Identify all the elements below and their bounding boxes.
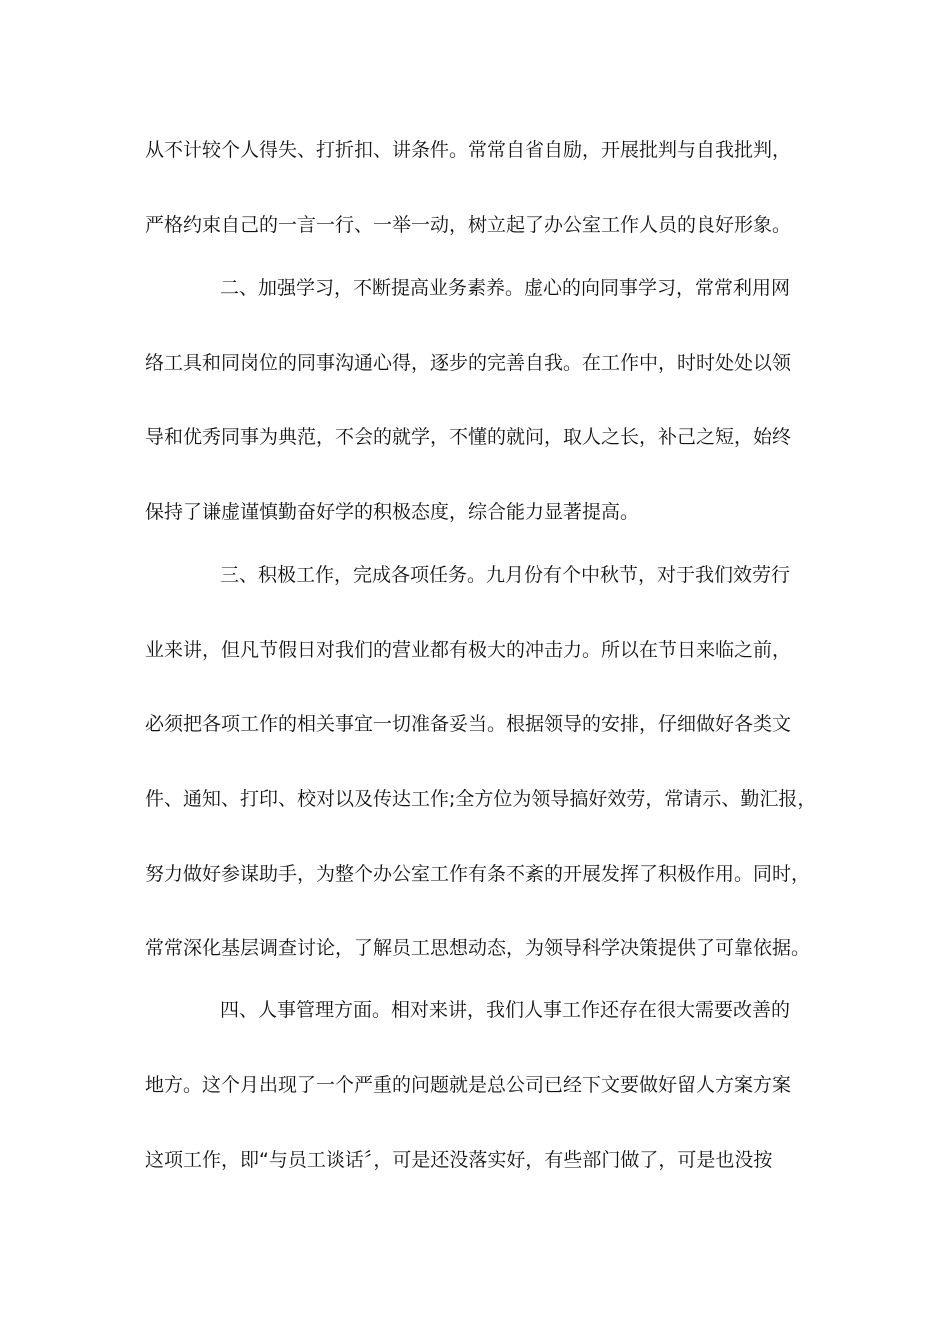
text-line-9: 必须把各项工作的相关事宜一切准备妥当。根据领导的安排，仔细做好各类文 [145,713,792,735]
text-line-6: 保持了谦虚谨慎勤奋好学的积极态度，综合能力显著提高。 [145,501,640,523]
text-line-2: 严格约束自己的一言一行、一举一动，树立起了办公室工作人员的良好形象。 [145,214,792,236]
text-line-4: 络工具和同岗位的同事沟通心得，逐步的完善自我。在工作中，时时处处以领 [145,352,792,374]
paragraph-4-start: 四、人事管理方面。相对来讲，我们人事工作还存在很大需要改善的 [220,999,791,1021]
text-line-1: 从不计较个人得失、打折扣、讲条件。常常自省自励，开展批判与自我批判， [145,139,792,161]
text-line-11: 努力做好参谋助手，为整个办公室工作有条不紊的开展发挥了积极作用。同时， [145,863,811,885]
paragraph-2-start: 二、加强学习，不断提高业务素养。虚心的向同事学习，常常利用网 [220,277,791,299]
text-line-10: 件、通知、打印、校对以及传达工作;全方位为领导搞好效劳，常请示、勤汇报， [145,788,817,810]
text-line-5: 导和优秀同事为典范，不会的就学，不懂的就问，取人之长，补己之短，始终 [145,426,792,448]
text-line-14: 地方。这个月出现了一个严重的问题就是总公司已经下文要做好留人方案方案 [145,1074,792,1096]
text-line-12: 常常深化基层调查讨论，了解员工思想动态，为领导科学决策提供了可靠依据。 [145,937,811,959]
text-line-15: 这项工作，即“与员工谈话〞，可是还没落实好，有些部门做了，可是也没按 [145,1149,773,1171]
text-line-8: 业来讲，但凡节假日对我们的营业都有极大的冲击力。所以在节日来临之前， [145,639,792,661]
paragraph-3-start: 三、积极工作，完成各项任务。九月份有个中秋节，对于我们效劳行 [220,564,791,586]
